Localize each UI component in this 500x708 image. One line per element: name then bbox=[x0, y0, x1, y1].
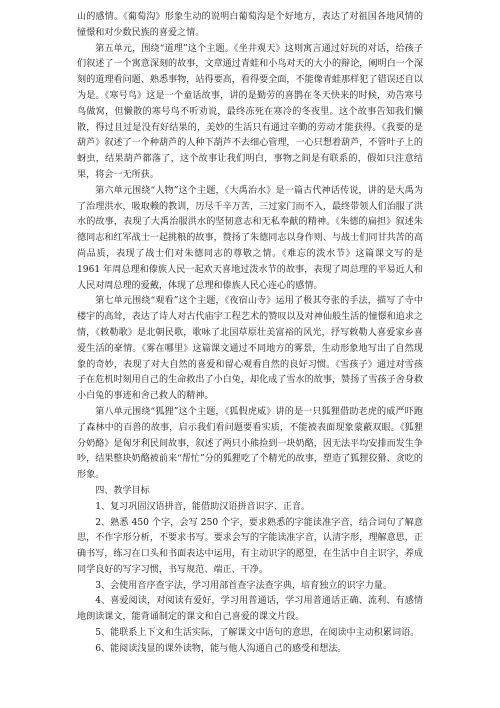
section-heading: 四、教学目标 bbox=[95, 485, 150, 496]
paragraph-unit-7: 第七单元围绕“观看”这个主题，《夜宿山寺》运用了极其夸张的手法，描写了寺中楼宇的高耸，表达了诗人对古代庙宇工程艺术的赞叹以及对神仙般生活的憧憬和追求之情，《敕勒歌》是北朝民歌，歌咏了北国草原壮美富裕的风光，抒写敕勒人喜爱家乡喜爱生活的豪情。《雾在哪里》这篇课文通过不同地方的雾景，生动形象地写出了自然现象的奇妙，表现了对大自然的喜爱和留心观看自然的良好习惯。《雪孩子》通过对雪孩子在危机时刻用自己的生命救出了小白兔，却化成了雪水的故事，赞扬了雪孩子舍身救小白兔的事迹和舍己救人的精神。 bbox=[77, 296, 423, 402]
goal-item-4: 4、喜爱阅读，对阅读有爱好，学习用普通话，学习用普通话正确、流利、有感情地朗读课文，能背诵制定的课文和自己喜爱的课文片段。 bbox=[77, 596, 423, 623]
goal-item-3: 3、会使用音序查字法，学习用部首查字法查字典，培育独立的识字力量。 bbox=[95, 580, 392, 591]
paragraph-unit-5: 第五单元，围绕“道理”这个主题。《坐井观天》这则寓言通过好玩的对话，给孩子们叙述了一个寓意深刻的故事，文章通过青蛙和小鸟对天的大小的辩论，阐明白一个深刻的道理看问题、熟悉事物，站得要高，看得要全面，不能像青蛙那样犯了错误还自以为是。《寒号鸟》这是一个童话故事，讲的是勤劳的喜鹊在冬天快来的时候，劝告寒号鸟做窝，但懒散的寒号鸟不听劝说，最终冻死在寒冷的冬夜里。这个故事告知我们懒散，得过且过是没有好结果的，美妙的生活只有通过辛勤的劳动才能获得。《我要的是葫芦》叙述了一个种葫芦的人种下葫芦不去细心管理，一心只想着葫芦，不管叶子上的蚜虫，结果葫芦都落了，这个故事让我们明白，事物之间是有联系的，假如只注意结果，将会一无所获。 bbox=[77, 43, 423, 180]
paragraph-unit-4-end: 山的感情。《葡萄沟》形象生动的说明白葡萄沟是个好地方，表达了对祖国各地风情的憧憬和对少数民族的喜爱之情。 bbox=[77, 12, 423, 38]
paragraph-unit-6: 第六单元围绕“人物”这个主题，《大禹治水》是一篇古代神话传说，讲的是大禹为了治理洪水，吸取赖的教训，历尽千辛万苦，三过家门而不入，最终带领人们治服了洪水的故事，表现了大禹治服洪水的坚韧意志和无私奉献的精神。《朱德的扁担》叙述朱德同志和红军战士一起挑粮的故事，赞扬了朱德同志以身作则、与战士们同甘共苦的高尚品质，表现了战士们对朱德同志的尊敬之情。《难忘的泼水节》这篇课文写的是 1961 年周总理和傣族人民一起欢天喜地过泼水节的故事，表现了周总理的平易近人和人民对周总理的爱戴，体现了总理和傣族人民心连心的感情。 bbox=[77, 185, 423, 291]
goal-item-6: 6、能阅读浅显的课外读物，能与他人沟通自己的感受和想法。 bbox=[95, 643, 347, 654]
goal-item-1: 1、复习巩固汉语拼音，能借助汉语拼音识字、正音。 bbox=[95, 501, 311, 512]
goal-item-5: 5、能联系上下文和生活实际，了解课文中语句的意思，在阅读中主动积累词语。 bbox=[95, 628, 420, 639]
document-page bbox=[77, 10, 423, 658]
goal-item-2: 2、熟悉 450 个字，会写 250 个字，要求熟悉的字能读准字音，结合词句了解意思，不作字形分析，不要求书写。要求会写的字能读准字音，认清字形，理解意思，正确书写，练习在口头和书面表达中运用，有主动识字的愿望，在生活中自主识字，养成同学良好的写字习惯，书写规范、端正、干净。 bbox=[77, 517, 423, 575]
paragraph-unit-8: 第八单元围绕“狐狸”这个主题，《狐假虎威》讲的是一只狐狸借助老虎的威严吓跑了森林中的百兽的故事，启示我们看问题要看实质，不能被表面现象蒙蔽双眼。《狐狸分奶酪》是匈牙利民间故事，叙述了两只小熊捡到一块奶酪，因无法平均安排而发生争吵，结果整块奶酪被前来“帮忙”分的狐狸吃了个精光的故事，塑造了狐狸狡猾、贪吃的形象。 bbox=[77, 406, 423, 481]
